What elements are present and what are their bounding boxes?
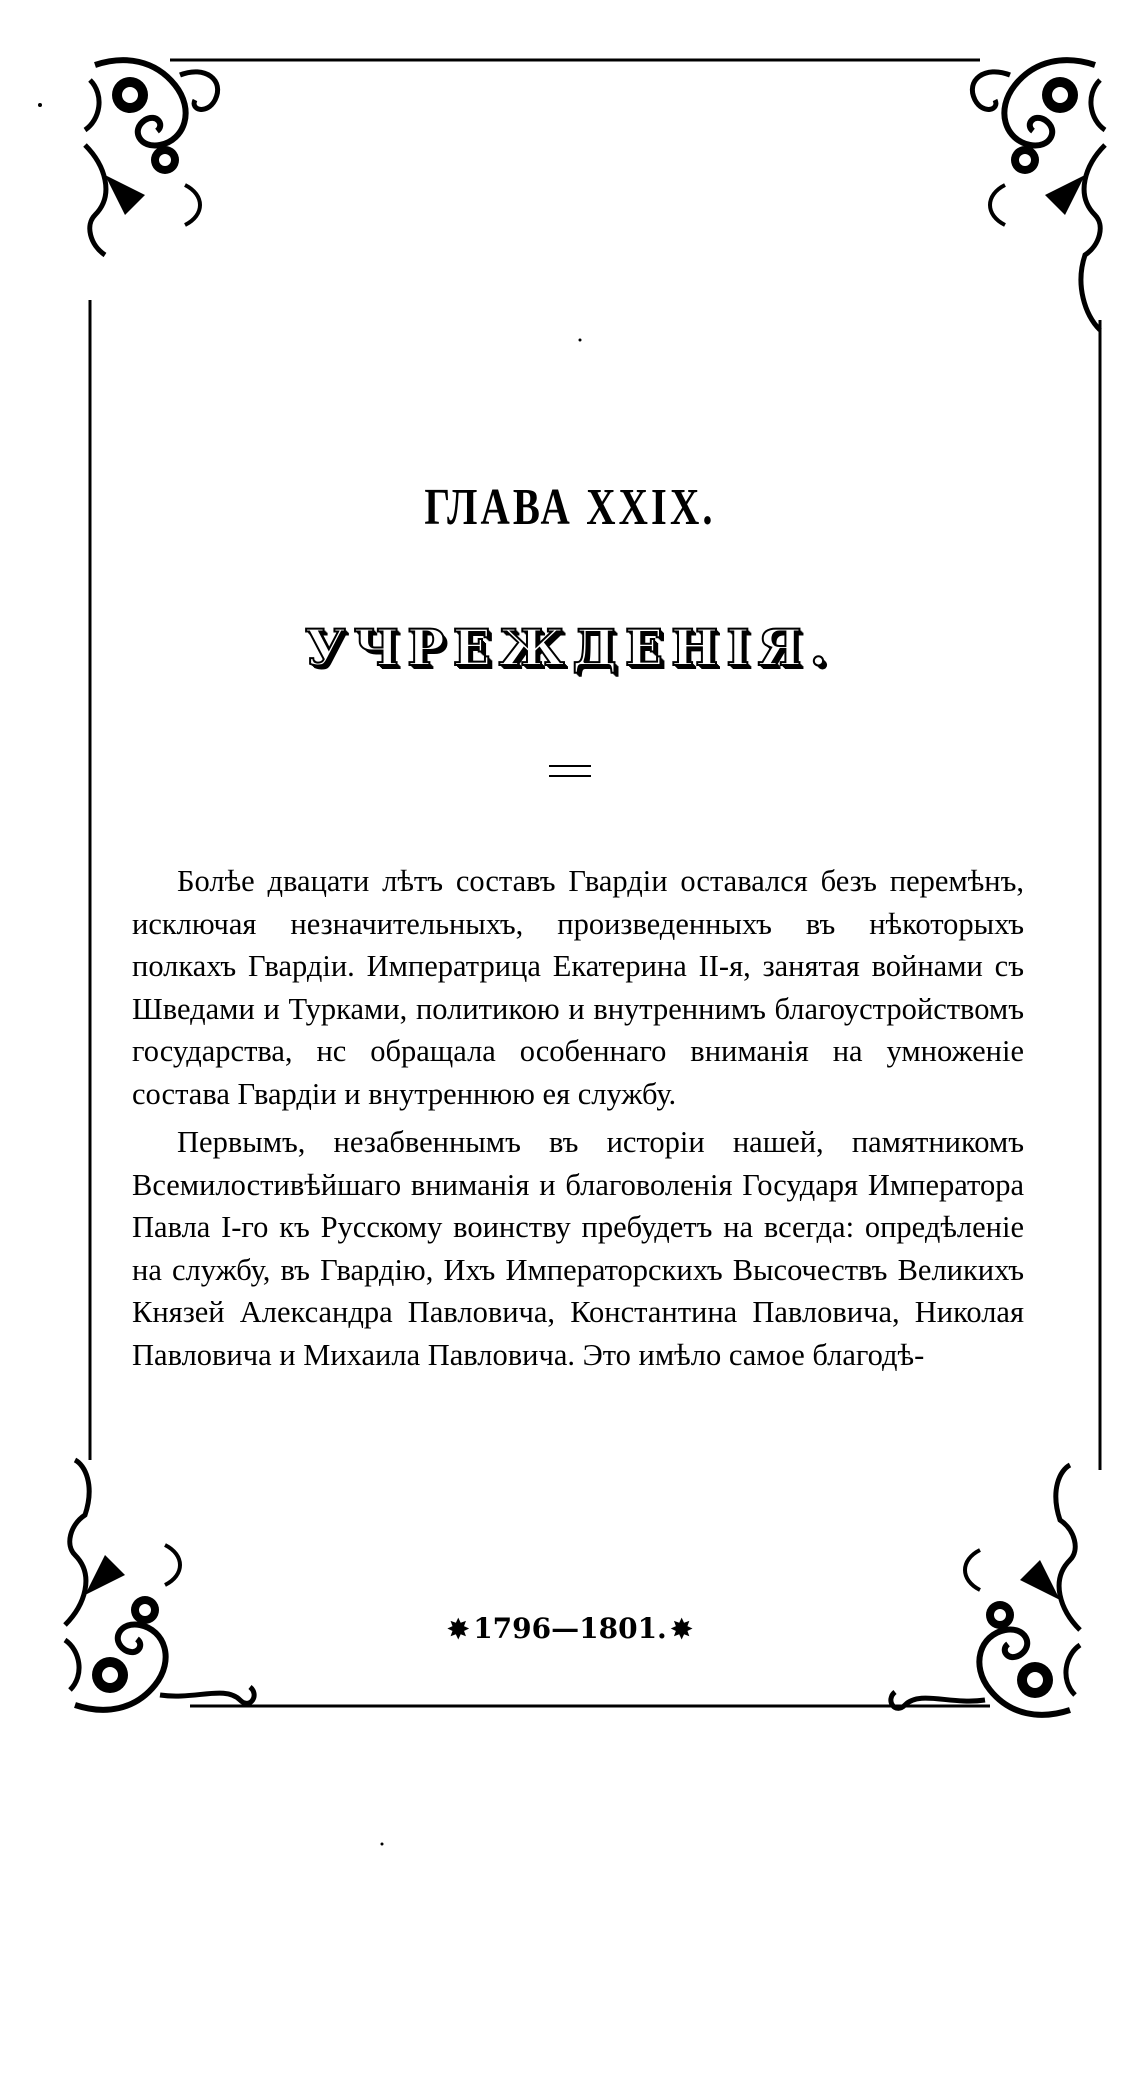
- corner-ornament-top-right: [972, 60, 1105, 330]
- divider-line: [549, 765, 591, 767]
- speck: [38, 103, 42, 107]
- years-label: 1796—1801.: [473, 1612, 667, 1645]
- paragraph-1: Болѣе двацати лѣтъ составъ Гвардіи оставался безъ перемѣнъ, исключая незначительныхъ, произведенныхъ въ нѣкоторыхъ полкахъ Гвардіи. Императрица Екатерина II-я, занятая войнами съ Шведами и Турками, политикою и внутреннимъ благоустройствомъ государства, нс обращала особеннаго вниманія на умноженіе состава Гвардіи и внутреннюю ея службу.: [132, 864, 1024, 1111]
- corner-ornament-top-left: [85, 60, 218, 255]
- star-ornament-icon: ✸: [670, 1615, 693, 1645]
- paragraph-2: Первымъ, незабвеннымъ въ исторіи нашей, памятникомъ Всемилостивѣйшаго вниманія и благоволенія Государя Императора Павла I-го къ Русскому воинству пребудетъ на всегда: опредѣленіе на службу, въ Гвардію, Ихъ Императорскихъ Высочествъ Великихъ Князей Александра Павловича, Константина Павловича, Николая Павловича и Михаила Павловича. Это имѣло самое благодѣ-: [132, 1125, 1024, 1372]
- footer-years: [0, 1612, 1140, 1645]
- speck: [579, 339, 582, 342]
- section-title: УЧРЕЖДЕНІЯ.: [304, 618, 836, 677]
- star-ornament-icon: ✸: [447, 1615, 470, 1645]
- divider-line: [549, 775, 591, 777]
- corner-ornament-bottom-left: [65, 1460, 254, 1710]
- corner-ornament-bottom-right: [891, 1465, 1080, 1715]
- chapter-title: ГЛАВА XXIX.: [424, 479, 716, 536]
- body-text: [132, 860, 1024, 1376]
- speck: [381, 1843, 384, 1846]
- title-divider: [549, 765, 591, 785]
